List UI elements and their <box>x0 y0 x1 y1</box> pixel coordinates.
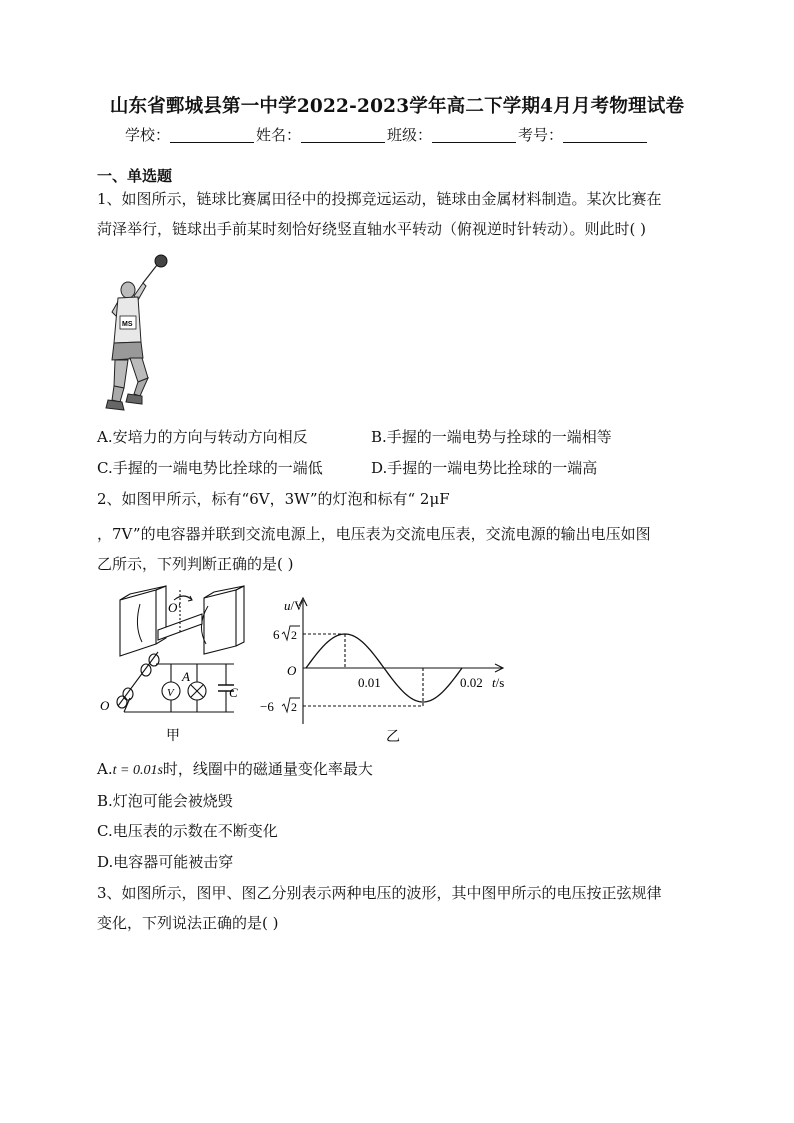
y-max-sqrt-arg: 2 <box>291 628 297 642</box>
q3-text-line1: 3、如图所示，图甲、图乙分别表示两种电压的波形，其中图甲所示的电压按正弦规律 <box>97 884 662 902</box>
q2-text-line1: 2、如图甲所示，标有“6V，3W”的灯泡和标有“ 2μF <box>97 490 450 508</box>
q2-option-c[interactable]: C.电压表的示数在不断变化 <box>97 822 278 840</box>
name-blank <box>301 128 385 143</box>
x-tick-0.02: 0.02 <box>460 675 483 690</box>
student-info-line <box>125 125 649 145</box>
class-blank <box>432 128 516 143</box>
y-max-coef: 6 <box>273 627 280 642</box>
o-label: O <box>100 698 110 713</box>
lamp-label: A <box>182 669 190 684</box>
x-tick-0.01: 0.01 <box>358 675 381 690</box>
y-min-sqrt-arg: 2 <box>291 700 297 714</box>
class-label: 班级： <box>387 126 433 144</box>
q2-option-a-prefix: A. <box>97 760 113 778</box>
q2-option-a[interactable] <box>97 759 373 781</box>
q1-text-line1: 1、如图所示，链球比赛属田径中的投掷竞远运动，链球由金属材料制造。某次比赛在 <box>97 190 662 208</box>
jersey-number: MS <box>122 321 133 328</box>
y-min-label <box>260 698 300 714</box>
q3-text-line2: 变化，下列说法正确的是( ) <box>97 914 279 932</box>
q2-text-line2: ，7V”的电容器并联到交流电源上，电压表为交流电压表，交流电源的输出电压如图 <box>97 525 651 543</box>
y-min-coef: −6 <box>260 699 274 714</box>
y-max-label <box>273 626 300 642</box>
y-axis-label: u/V <box>284 598 304 613</box>
fig-yi-caption: 乙 <box>386 729 400 745</box>
q1-option-d[interactable]: D.手握的一端电势比拴球的一端高 <box>371 459 598 477</box>
q1-option-a[interactable]: A.安培力的方向与转动方向相反 <box>97 428 308 446</box>
q1-option-c[interactable]: C.手握的一端电势比拴球的一端低 <box>97 459 323 477</box>
x-axis-label: t/s <box>492 675 505 690</box>
number-blank <box>563 128 647 143</box>
origin-label: O <box>287 663 297 678</box>
section-heading: 一、单选题 <box>97 167 173 185</box>
generator-circuit-figure <box>96 586 256 746</box>
voltage-time-chart <box>260 596 520 746</box>
o-prime-label: O′ <box>168 600 181 615</box>
q2-text-line3: 乙所示，下列判断正确的是( ) <box>97 555 294 573</box>
school-label: 学校： <box>125 126 171 144</box>
q1-option-b[interactable]: B.手握的一端电势与拴球的一端相等 <box>371 428 612 446</box>
name-label: 姓名： <box>256 126 302 144</box>
number-label: 考号： <box>518 126 564 144</box>
q2-option-a-equation: t = 0.01s <box>112 763 163 778</box>
fig-jia-caption: 甲 <box>166 728 180 744</box>
q2-option-b[interactable]: B.灯泡可能会被烧毁 <box>97 792 233 810</box>
hammer-thrower-figure <box>98 250 178 416</box>
q2-option-d[interactable]: D.电容器可能被击穿 <box>97 853 234 871</box>
voltmeter-label: V <box>167 687 174 699</box>
page-title: 山东省鄄城县第一中学2022-2023学年高二下学期4月月考物理试卷 <box>109 96 685 117</box>
school-blank <box>170 128 254 143</box>
capacitor-label: C <box>229 685 238 700</box>
q2-option-a-text: 时，线圈中的磁通量变化率最大 <box>162 760 373 778</box>
q1-text-line2: 菏泽举行，链球出手前某时刻恰好绕竖直轴水平转动（俯视逆时针转动）。则此时( ) <box>97 220 646 238</box>
